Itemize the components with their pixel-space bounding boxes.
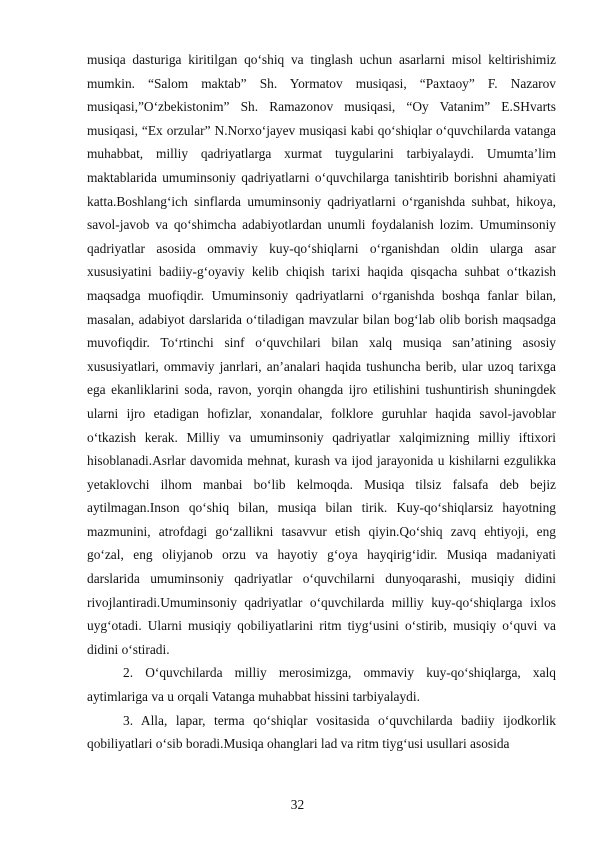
- paragraph-item-3: 3. Alla, lapar, terma qo‘shiqlar vositasida o‘quvchilarda badiiy ijodkorlik qobiliyatlari o‘sib boradi.Musiqa ohanglari lad va ritm tiyg‘usi usullari asosida: [87, 712, 556, 752]
- paragraph-main: musiqa dasturiga kiritilgan qo‘shiq va tinglash uchun asarlarni misol keltirishimiz mumkin. “Salom maktab” Sh. Yormatov musiqasi, “Paxtaoy” F. Nazarov musiqasi,”O‘zbekistonim” Sh. Ramazonov musiqasi, “Oy Vatanim” E.SHvarts musiqasi, “Ex orzular” N.Norxo‘jayev musiqasi kabi qo‘shiqlar o‘quvchilarda vatanga muhabbat, milliy qadriyatlarga xurmat tuygularini tarbiyalaydi. Umumta’lim maktablarida umuminsoniy qadriyatlarni o‘quvchilarga tanishtirib borishni ahamiyati katta.Boshlang‘ich sinflarda umuminsoniy qadriyatlarni o‘rganishda suhbat, hikoya, savol-javob va qo‘shimcha adabiyotlardan unumli foydalanish lozim. Umuminsoniy qadriyatlar asosida ommaviy kuy-qo‘shiqlarni o‘rganishdan oldin ularga asar xususiyatini badiiy-g‘oyaviy kelib chiqish tarixi haqida qisqacha suhbat o‘tkazish maqsadga muofiqdir. Umuminsoniy qadriyatlarni o‘rganishda boshqa fanlar bilan, masalan, adabiyot darslarida o‘tiladigan mavzular bilan bog‘lab olib borish maqsadga muvofiqdir. To‘rtinchi sinf o‘quvchilari bilan xalq musiqa san’atining asosiy xususiyatlari, ommaviy janrlari, an’analari haqida tushuncha berib, ular uzoq tarixga ega ekanliklarini soda, ravon, yorqin ohangda ijro etilishini tushuntirish shuningdek ularni ijro etadigan hofizlar, xonandalar, folklore guruhlar haqida savol-javoblar o‘tkazish kerak. Milliy va umuminsoniy qadriyatlar xalqimizning milliy iftixori hisoblanadi.Asrlar davomida mehnat, kurash va ijod jarayonida u kishilarni ezgulikka yetaklovchi ilhom manbai bo‘lib kelmoqda. Musiqa tilsiz falsafa deb bejiz aytilmagan.Inson qo‘shiq bilan, musiqa bilan tirik. Kuy-qo‘shiqlarsiz hayotning mazmunini, atrofdagi go‘zallikni tasavvur etish qiyin.Qo‘shiq zavq ehtiyoji, eng go‘zal, eng oliyjanob orzu va hayotiy g‘oya hayqirig‘idir. Musiqa madaniyati darslarida umuminsoniy qadriyatlar o‘quvchilarni dunyoqarashi, musiqiy didini rivojlantiradi.Umuminsoniy qadriyatlar o‘quvchilarda milliy kuy-qo‘shiqlarga ixlos uyg‘otadi. Ularni musiqiy qobiliyatlarini ritm tiyg‘usini o‘stirib, musiqiy o‘quvi va didini o‘stiradi.: [87, 52, 556, 657]
- paragraph-item-2: 2. O‘quvchilarda milliy merosimizga, ommaviy kuy-qo‘shiqlarga, xalq aytimlariga va u orqali Vatanga muhabbat hissini tarbiyalaydi.: [87, 665, 556, 705]
- body-text: [87, 48, 556, 756]
- page-number: 32: [290, 797, 305, 812]
